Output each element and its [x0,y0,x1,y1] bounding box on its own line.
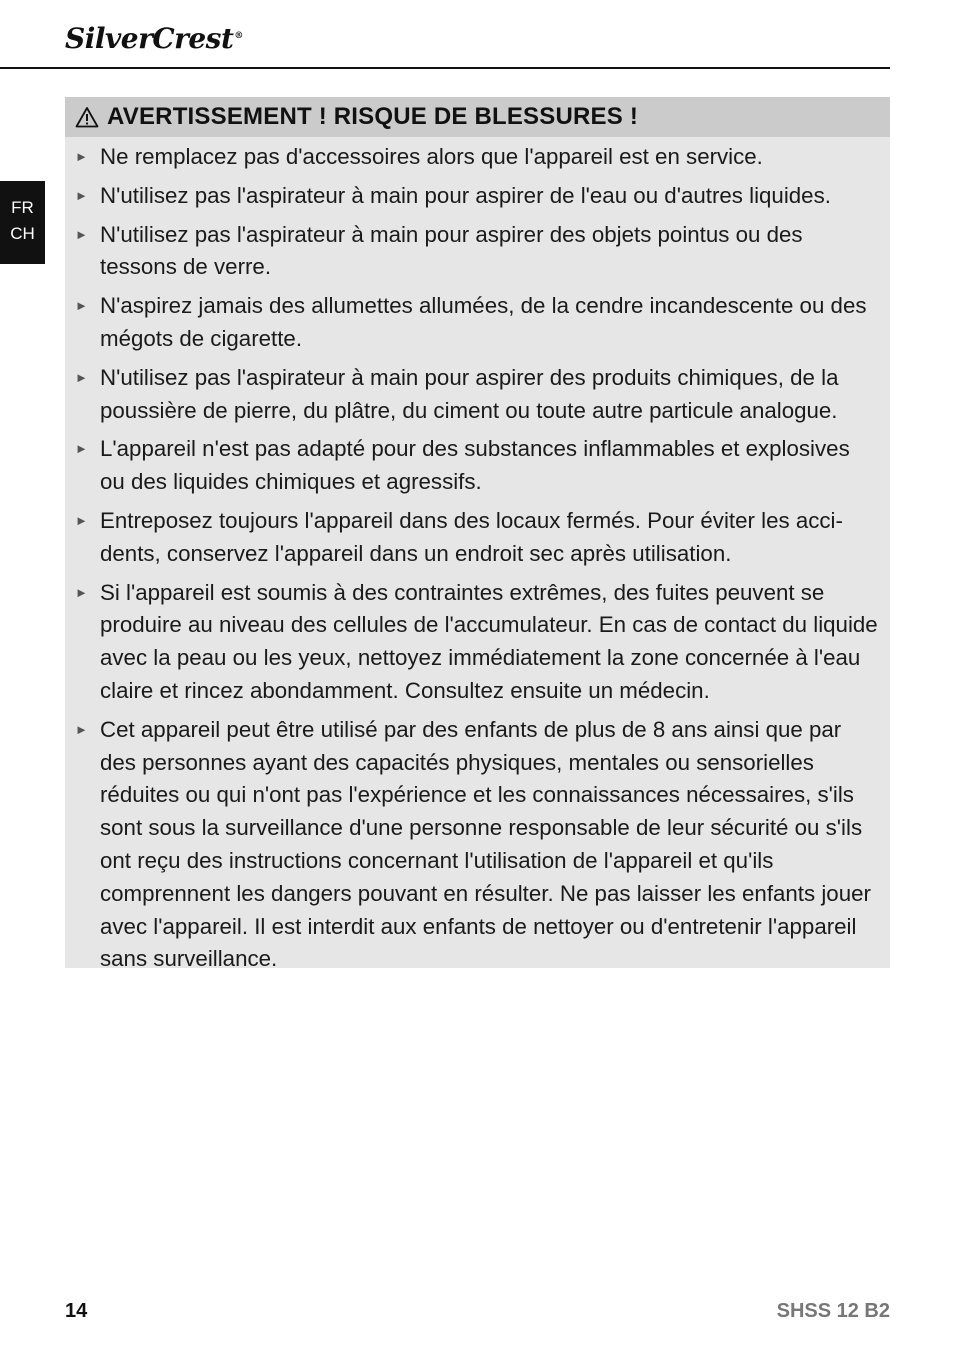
bullet-arrow-icon: ► [75,441,88,457]
list-item-text: N'utilisez pas l'aspirateur à main pour aspirer des produits chimiques, de la poussière de pierre, du plâtre, du ciment ou toute autre particule analogue. [100,364,839,423]
header-rule [0,67,890,69]
registered-mark: ® [234,30,243,41]
list-item [65,433,880,499]
warning-box [65,97,890,972]
bullet-arrow-icon: ► [75,721,88,737]
warning-list [65,137,890,976]
list-item [65,362,880,428]
list-item-text: Ne remplacez pas d'accessoires alors que l'appareil est en service. [100,144,763,169]
bullet-arrow-icon: ► [75,512,88,528]
model-number: SHSS 12 B2 [776,1300,890,1322]
warning-title: AVERTISSEMENT ! RISQUE DE BLESSURES ! [107,103,639,130]
bullet-arrow-icon: ► [75,369,88,385]
language-code-ch: CH [10,224,35,243]
list-item-text: N'utilisez pas l'aspirateur à main pour aspirer des objets pointus ou des tessons de verre. [100,221,803,280]
page-number: 14 [65,1300,88,1322]
language-tab [0,181,45,264]
warning-header [65,97,890,137]
brand-logo [65,22,243,55]
bullet-arrow-icon: ► [75,149,88,164]
list-item [65,714,880,976]
list-item-text: L'appareil n'est pas adapté pour des substances inflammables et explosives ou des liquides chimiques et agressifs. [100,436,850,495]
bullet-arrow-icon: ► [75,584,88,600]
list-item [65,577,880,708]
list-item [65,141,880,174]
list-item [65,505,880,571]
list-item-text: N'utilisez pas l'aspirateur à main pour aspirer de l'eau ou d'autres liquides. [100,182,831,208]
list-item-text: Cet appareil peut être utilisé par des enfants de plus de 8 ans ainsi que par des personnes ayant des capacités physiques, mentales ou sensorielles réduites ou qui n'ont pas l'expérience et les connaissances nécessaires, s'ils sont sous la surveillance d'une personne responsable de leur sécurité ou s'ils ont reçu des instructions concernant l'utilisation de l'appareil et qu'ils comprennent les dangers pouvant en résulter. Ne pas laisser les enfants jouer avec l'appareil. Il est interdit aux enfants de nettoyer ou d'entretenir l'appareil sans surveillance. [100,716,871,972]
list-item-text: Entreposez toujours l'appareil dans des locaux fermés. Pour éviter les accidents, conservez l'appareil dans un endroit sec après utilisation. [100,507,843,566]
list-item [65,290,880,356]
brand-name: SilverCrest [65,22,234,55]
list-item [65,180,880,213]
bullet-arrow-icon: ► [75,298,88,314]
warning-triangle-icon [75,106,99,128]
bullet-arrow-icon: ► [75,187,88,203]
list-item-text: Si l'appareil est soumis à des contraintes extrêmes, des fuites peuvent se produire au niveau des cellules de l'accumulateur. En cas de contact du liquide avec la peau ou les yeux, nettoyez immédiatement la zone concernée à l'eau claire et rincez abondamment. Consultez ensuite un médecin. [100,579,878,703]
language-code-fr: FR [11,198,34,217]
list-item [65,219,880,285]
list-item-text: N'aspirez jamais des allumettes allumées, de la cendre incandescente ou des mégots de cigarette. [100,293,867,351]
bullet-arrow-icon: ► [75,226,88,242]
